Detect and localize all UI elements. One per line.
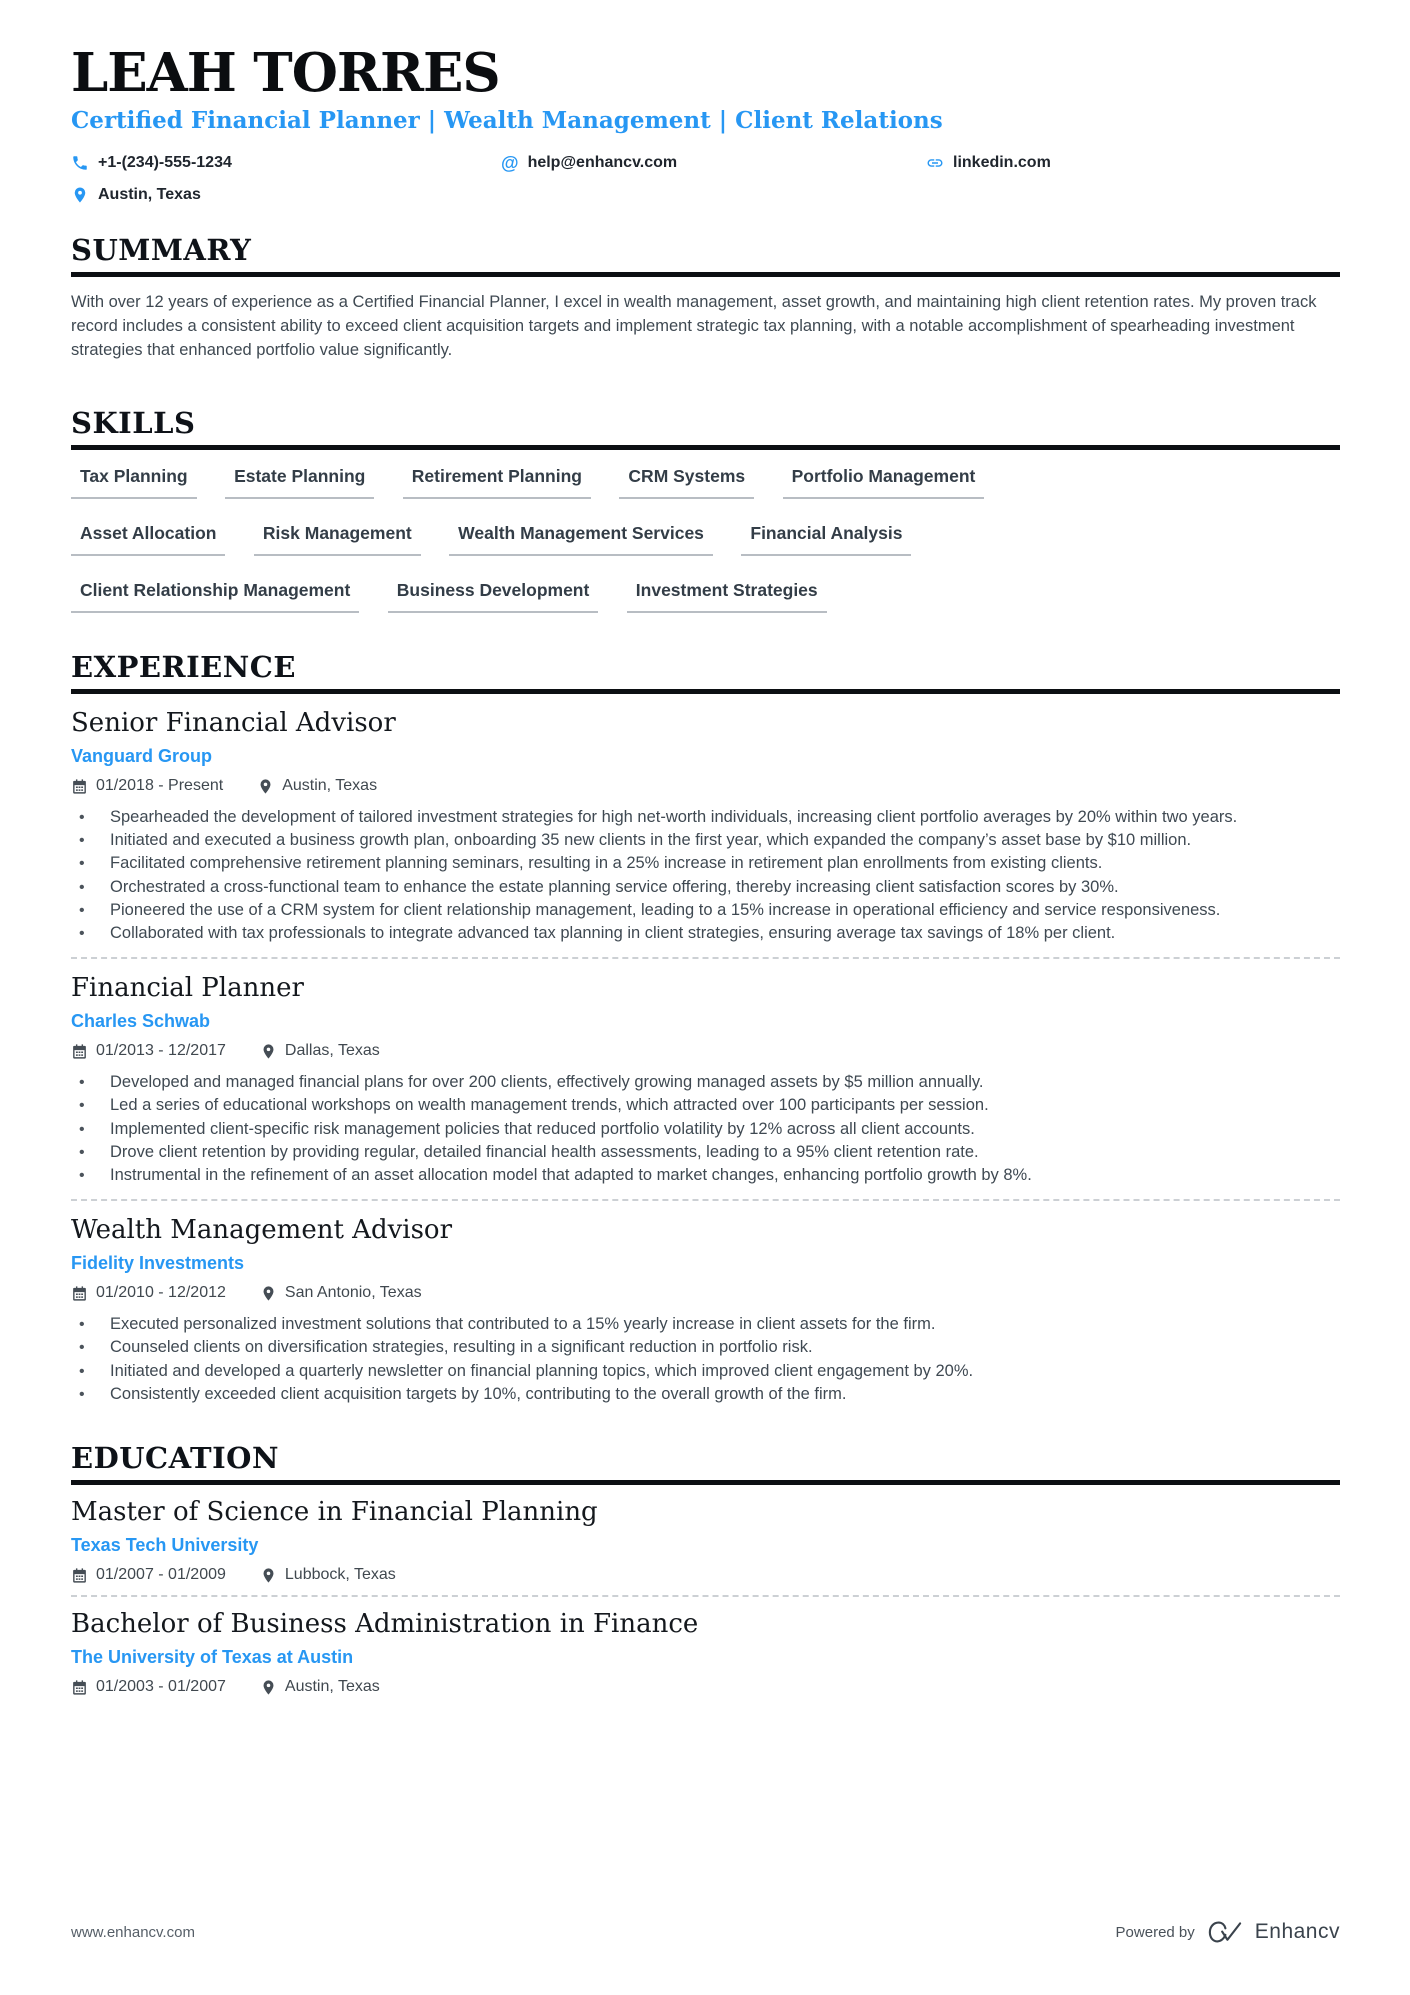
- section-heading-skills: SKILLS: [71, 407, 1340, 450]
- date-range: [71, 1283, 226, 1303]
- section-experience: [71, 651, 1340, 1406]
- skill-chip: Business Development: [388, 578, 599, 613]
- bullet-item: • Consistently exceeded client acquisition targets by 10%, contributing to the overall growth of the firm.: [77, 1383, 1340, 1406]
- page-footer: [71, 1919, 1340, 1945]
- entry-meta: [71, 1283, 1340, 1303]
- bullet-item: • Facilitated comprehensive retirement planning seminars, resulting in a 25% increase in retirement plan enrollments from existing clients.: [77, 852, 1340, 875]
- bullet-item: • Spearheaded the development of tailored investment strategies for high net-worth individuals, increasing client portfolio averages by 20% within two years.: [77, 806, 1340, 829]
- email-address: help@enhancv.com: [527, 154, 678, 171]
- location-icon: [71, 186, 89, 204]
- date-range-text: 01/2010 - 12/2012: [96, 1284, 226, 1302]
- school-name: Texas Tech University: [71, 1535, 259, 1556]
- section-skills: [71, 407, 1340, 613]
- date-range: [71, 1677, 226, 1697]
- bullet-item: • Led a series of educational workshops on wealth management trends, which attracted over 100 participants per session.: [77, 1094, 1340, 1117]
- skills-row: [71, 578, 1340, 613]
- bullet-item: • Drove client retention by providing regular, detailed financial health assessments, leading to a 95% client retention rate.: [77, 1141, 1340, 1164]
- date-range-text: 01/2007 - 01/2009: [96, 1566, 226, 1584]
- skill-chip: Client Relationship Management: [71, 578, 359, 613]
- footer-site-url[interactable]: www.enhancv.com: [71, 1923, 195, 1941]
- section-heading-education: EDUCATION: [71, 1442, 1340, 1485]
- location-icon: [260, 1043, 277, 1060]
- entry-divider: [71, 957, 1340, 959]
- phone-number: +1-(234)-555-1234: [98, 154, 232, 171]
- skill-chip: Asset Allocation: [71, 521, 225, 556]
- entry-meta: [71, 776, 1340, 796]
- entry-location: [260, 1677, 380, 1697]
- bullet-item: • Initiated and executed a business growth plan, onboarding 35 new clients in the first year, which expanded the company’s asset base by $10 million.: [77, 829, 1340, 852]
- resume-header: [71, 42, 1340, 207]
- job-title: Financial Planner: [71, 973, 304, 1004]
- bullet-list: [71, 1071, 1340, 1187]
- entry-location-text: Dallas, Texas: [284, 1042, 380, 1060]
- person-name: LEAH TORRES: [71, 42, 500, 104]
- section-heading-summary: SUMMARY: [71, 234, 1340, 277]
- degree-title: Master of Science in Financial Planning: [71, 1497, 598, 1528]
- entry-location-text: Austin, Texas: [282, 777, 378, 794]
- phone-icon: [71, 154, 89, 172]
- entry-location: [260, 1041, 380, 1061]
- entry-meta: [71, 1677, 1340, 1697]
- job-title: Wealth Management Advisor: [71, 1215, 453, 1246]
- entry-location: [260, 1565, 396, 1585]
- bullet-item: • Instrumental in the refinement of an asset allocation model that adapted to market changes, enhancing portfolio growth by 8%.: [77, 1164, 1340, 1187]
- entry-location: [260, 1283, 422, 1303]
- section-heading-experience: EXPERIENCE: [71, 651, 1340, 694]
- section-summary: [71, 234, 1340, 362]
- bullet-item: • Executed personalized investment solutions that contributed to a 15% yearly increase in client assets for the firm.: [77, 1313, 1340, 1336]
- date-range-text: 01/2018 - Present: [96, 777, 224, 794]
- skills-row: [71, 464, 1340, 499]
- bullet-item: • Developed and managed financial plans for over 200 clients, effectively growing managed assets by $5 million annually.: [77, 1071, 1340, 1094]
- calendar-icon: [71, 1567, 88, 1584]
- contact-phone[interactable]: [71, 150, 501, 175]
- bullet-list: [71, 1313, 1340, 1406]
- powered-by: [1116, 1919, 1340, 1945]
- education-entry: [71, 1497, 1340, 1597]
- powered-by-label: Powered by: [1115, 1923, 1195, 1941]
- bullet-item: • Pioneered the use of a CRM system for client relationship management, leading to a 15% increase in operational efficiency and service responsiveness.: [77, 899, 1340, 922]
- degree-title: Bachelor of Business Administration in Finance: [71, 1609, 699, 1640]
- location-text: Austin, Texas: [98, 186, 201, 203]
- experience-entry: [71, 708, 1340, 959]
- entry-meta: [71, 1041, 1340, 1061]
- summary-text: With over 12 years of experience as a Certified Financial Planner, I excel in wealth management, asset growth, and maintaining high client retention rates. My proven track record includes a consistent ability to exceed client acquisition targets and implement strategic tax planning, with a notable accomplishment of spearheading investment strategies that enhanced portfolio value significantly.: [71, 293, 1317, 359]
- contact-linkedin[interactable]: [926, 150, 1340, 175]
- location-icon: [260, 1679, 277, 1696]
- experience-entry: [71, 973, 1340, 1201]
- link-icon: [926, 154, 944, 172]
- skill-chip: CRM Systems: [619, 464, 754, 499]
- entry-location-text: Lubbock, Texas: [284, 1566, 396, 1584]
- skill-chip: Tax Planning: [71, 464, 197, 499]
- contact-row: [71, 150, 1340, 207]
- brand-name: Enhancv: [1254, 1920, 1340, 1943]
- entry-location-text: San Antonio, Texas: [284, 1284, 422, 1302]
- bullet-item: • Initiated and developed a quarterly newsletter on financial planning topics, which improved client engagement by 20%.: [77, 1360, 1340, 1383]
- section-education: [71, 1442, 1340, 1697]
- company-name: Fidelity Investments: [71, 1253, 245, 1274]
- enhancv-logo-icon: [1207, 1919, 1243, 1945]
- date-range: [71, 1041, 226, 1061]
- date-range-text: 01/2013 - 12/2017: [96, 1042, 226, 1060]
- skill-chip: Investment Strategies: [627, 578, 827, 613]
- skills-list: [71, 464, 1340, 613]
- calendar-icon: [71, 1285, 88, 1302]
- company-name: Charles Schwab: [71, 1011, 211, 1032]
- entry-location: [257, 776, 377, 796]
- skill-chip: Risk Management: [254, 521, 421, 556]
- calendar-icon: [71, 1043, 88, 1060]
- bullet-list: [71, 806, 1340, 945]
- skill-chip: Retirement Planning: [403, 464, 591, 499]
- skill-chip: Financial Analysis: [741, 521, 911, 556]
- location-icon: [257, 778, 274, 795]
- location-icon: [260, 1285, 277, 1302]
- school-name: The University of Texas at Austin: [71, 1647, 354, 1668]
- contact-location: [71, 182, 501, 207]
- linkedin-url: linkedin.com: [953, 154, 1051, 171]
- date-range-text: 01/2003 - 01/2007: [96, 1678, 226, 1696]
- entry-location-text: Austin, Texas: [284, 1678, 380, 1696]
- date-range: [71, 776, 223, 796]
- skill-chip: Wealth Management Services: [449, 521, 713, 556]
- skill-chip: Portfolio Management: [783, 464, 985, 499]
- calendar-icon: [71, 778, 88, 795]
- contact-email[interactable]: [501, 150, 926, 175]
- skills-row: [71, 521, 1340, 556]
- entry-divider: [71, 1595, 1340, 1597]
- entry-meta: [71, 1565, 1340, 1585]
- entry-divider: [71, 1199, 1340, 1201]
- bullet-item: • Implemented client-specific risk management policies that reduced portfolio volatility by 12% across all client accounts.: [77, 1118, 1340, 1141]
- experience-entry: [71, 1215, 1340, 1406]
- date-range: [71, 1565, 226, 1585]
- calendar-icon: [71, 1679, 88, 1696]
- bullet-item: • Counseled clients on diversification strategies, resulting in a significant reduction in portfolio risk.: [77, 1336, 1340, 1359]
- location-icon: [260, 1567, 277, 1584]
- job-title: Senior Financial Advisor: [71, 708, 396, 738]
- bullet-item: • Collaborated with tax professionals to integrate advanced tax planning in client strategies, ensuring average tax savings of 18% per client.: [77, 922, 1340, 945]
- at-icon: [501, 154, 519, 172]
- company-name: Vanguard Group: [71, 746, 213, 766]
- skill-chip: Estate Planning: [225, 464, 374, 499]
- education-entry: [71, 1609, 1340, 1697]
- bullet-item: • Orchestrated a cross-functional team to enhance the estate planning service offering, thereby increasing client satisfaction scores by 30%.: [77, 876, 1340, 899]
- person-headline: Certified Financial Planner | Wealth Management | Client Relations: [71, 107, 943, 135]
